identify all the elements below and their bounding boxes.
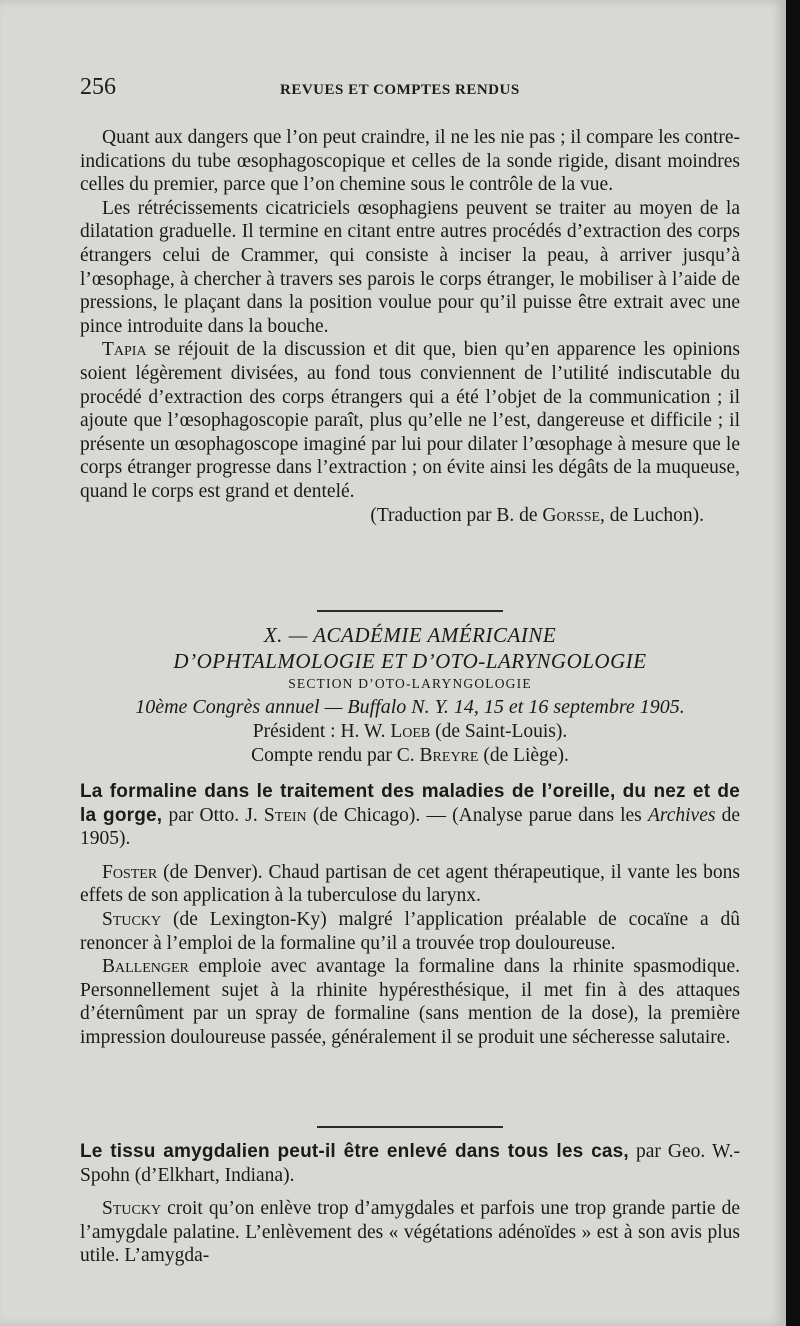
section-title-line2: D’OPHTALMOLOGIE ET D’OTO-LARYNGOLOGIE <box>173 649 647 673</box>
section-title-line1: X. — ACADÉMIE AMÉRICAINE <box>263 623 557 647</box>
article-title: La formaline dans le traitement des maladies de l’oreille, du nez et de la gorge, <box>80 781 740 826</box>
byline-text: par Otto. J. <box>162 804 264 826</box>
continuation-text <box>80 126 740 527</box>
article-separator <box>80 1116 740 1128</box>
paragraph-text: (de Denver). Chaud partisan de cet agent thérapeutique, il vante les bons effets de son application à la tuberculose du larynx. <box>80 861 740 907</box>
article-amygdalien <box>80 1140 740 1268</box>
translation-credit <box>80 504 740 528</box>
separator-rule <box>317 1126 503 1128</box>
president-text: (de Saint-Louis). <box>430 721 568 742</box>
president-line <box>80 720 740 744</box>
paragraph-text: croit qu’on enlève trop d’amygdales et parfois une trop grande partie de l’amygdale palatine. L’enlèvement des « végétations adénoïdes » est à son avis plus utile. L’amygda- <box>80 1198 740 1267</box>
translator-name: Gorsse <box>542 504 601 526</box>
compte-text: Compte rendu par C. <box>251 744 420 766</box>
author-name: Tapia <box>102 339 147 361</box>
congress-line: 10ème Congrès annuel — Buffalo N. Y. 14, 15 et 16 septembre 1905. <box>135 696 685 718</box>
paragraph <box>80 955 740 1049</box>
compte-rendu-line <box>80 744 740 768</box>
article-formaline <box>80 780 740 1050</box>
section-rule <box>317 610 503 612</box>
reporter-name: Breyre <box>419 744 479 766</box>
paragraph-text: (de Lexington-Ky) malgré l’application préalable de cocaïne a dû renoncer à l’emploi de la formaline qu’il a trouvée trop douloureuse. <box>80 908 740 954</box>
byline-text: (de Chicago). — (Analyse parue dans les <box>306 804 648 826</box>
article-heading <box>80 780 740 851</box>
page-number: 256 <box>80 74 116 100</box>
paragraph: Les rétrécissements cicatriciels œsophagiens peuvent se traiter au moyen de la dilatation graduelle. Il termine en citant entre autres procédés d’extraction des corps étrangers celui de Crammer, qui consiste à inciser la peau, à arriver jusqu’à l’œsophage, à chercher à travers ses parois le corps étranger, le mobiliser à l’aide de pressions, le plaçant dans la position voulue pour qu’il puisse être extrait avec une pince introduite dans la bouche. <box>80 197 740 337</box>
paragraph: Quant aux dangers que l’on peut craindre, il ne les nie pas ; il compare les contre-indications du tube œsophagoscopique et celles de la sonde rigide, disant moindres celles du premier, parce que l’on chemine sous le contrôle de la vue. <box>80 127 740 196</box>
credit-text: , de Luchon). <box>600 504 704 526</box>
author-name: Ballenger <box>102 956 189 978</box>
page-header <box>80 74 740 102</box>
section-heading <box>80 600 740 767</box>
compte-text: (de Liège). <box>478 744 569 766</box>
byline-text: de 1905). <box>80 804 741 850</box>
author-name: Stucky <box>102 908 162 930</box>
paragraph-text: emploie avec avantage la formaline dans la rhinite spasmodique. Personnellement sujet à la rhinite hypéresthésique, il met fin à des attaques d’éternûment par un spray de formaline (sans mention de la dose), la première impression douloureuse passée, généralement il se produit une sécheresse salutaire. <box>80 956 740 1048</box>
byline-text: par Geo. W.-Spohn (d’Elkhart, Indiana). <box>80 1141 740 1186</box>
paragraph-text: se réjouit de la discussion et dit que, bien qu’en apparence les opinions soient légèrement divisées, au fond tous conviennent de l’utilité indiscutable du procédé d’extraction des corps étrangers qui a été l’objet de la communication ; il ajoute que l’œsophagoscopie paraît, plus qu’elle ne l’est, dangereuse et difficile ; il présente un œsophagoscope imaginé par lui pour dilater l’œsophage à mesure que le corps étranger progresse dans l’extraction ; on évite ainsi les dégâts de la muqueuse, quand le corps est grand et dentelé. <box>80 339 740 502</box>
paragraph <box>80 1197 740 1268</box>
article-title: Le tissu amygdalien peut-il être enlevé dans tous les cas, <box>80 1141 629 1162</box>
paragraph <box>80 861 740 908</box>
journal-name: Archives <box>647 804 716 826</box>
paragraph <box>80 908 740 955</box>
author-name: Stucky <box>102 1198 162 1220</box>
president-name: Loeb <box>390 721 431 742</box>
article-heading <box>80 1140 740 1187</box>
paragraph <box>80 338 740 503</box>
credit-text: (Traduction par B. de <box>370 504 543 526</box>
author-name: Foster <box>102 861 158 883</box>
section-subtitle: SECTION D’OTO-LARYNGOLOGIE <box>288 676 532 691</box>
president-text: Président : H. W. <box>252 721 391 742</box>
byline-author: Stein <box>263 804 307 826</box>
running-head: REVUES ET COMPTES RENDUS <box>280 82 520 98</box>
